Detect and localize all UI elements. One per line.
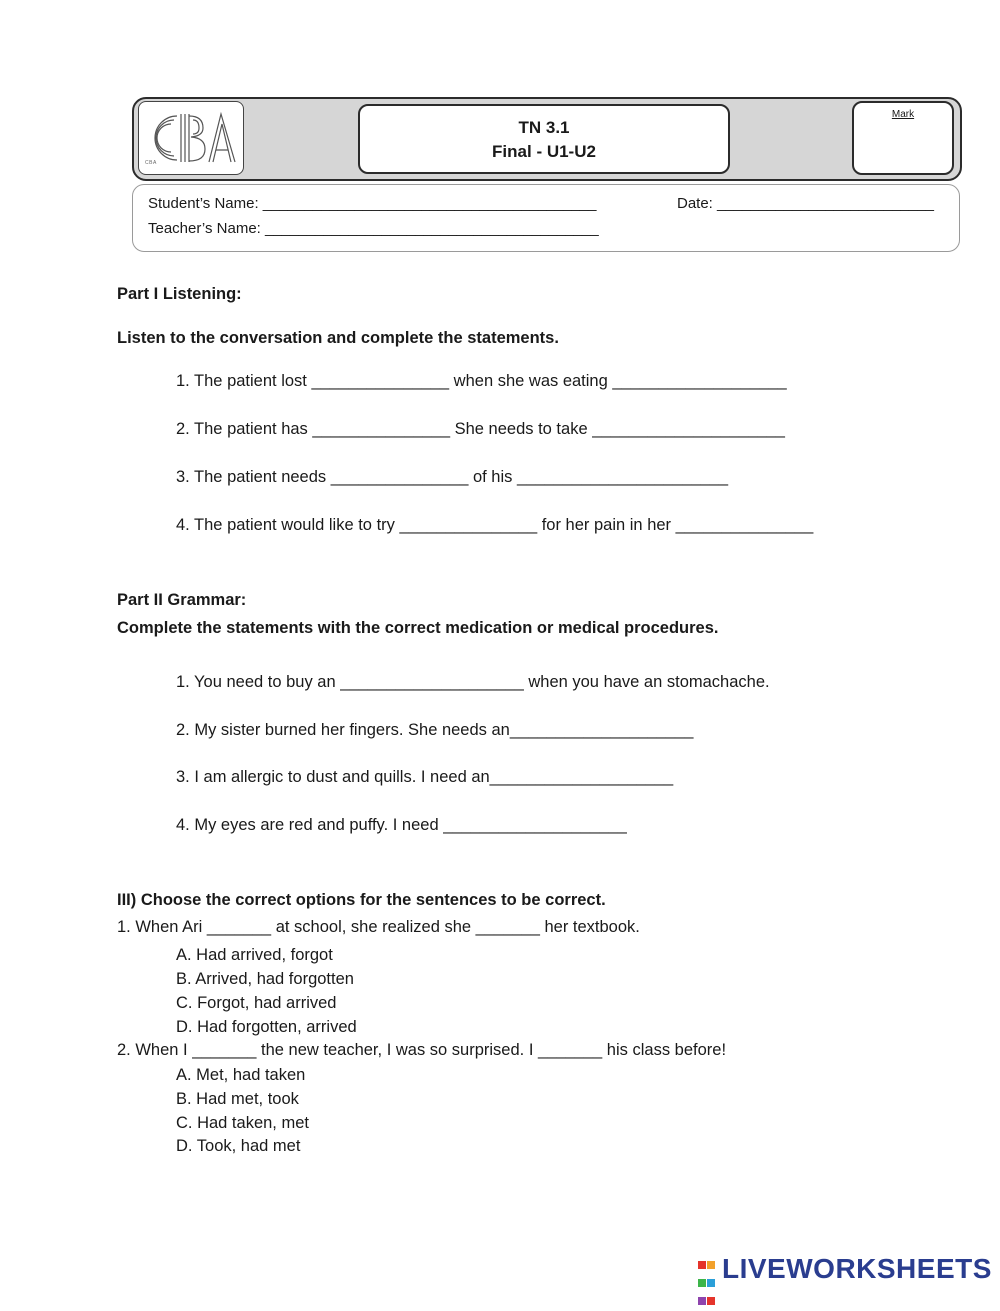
mark-label: Mark: [891, 109, 915, 120]
title-box: [358, 104, 730, 174]
option-b[interactable]: B. Arrived, had forgotten: [176, 970, 354, 988]
school-logo: [138, 101, 244, 175]
liveworksheets-brand: LIVEWORKSHEETS: [722, 1253, 992, 1284]
part2-item[interactable]: 4. My eyes are red and puffy. I need ____________________: [176, 816, 627, 834]
mark-box[interactable]: [852, 101, 954, 175]
option-d[interactable]: D. Took, had met: [176, 1137, 301, 1155]
part1-item[interactable]: 2. The patient has _______________ She needs to take _____________________: [176, 420, 785, 438]
option-a[interactable]: A. Had arrived, forgot: [176, 946, 333, 964]
part2-item[interactable]: 3. I am allergic to dust and quills. I need an____________________: [176, 768, 674, 786]
part1-heading: Part I Listening:: [117, 285, 242, 303]
option-d[interactable]: D. Had forgotten, arrived: [176, 1018, 357, 1036]
part1-item[interactable]: 3. The patient needs _______________ of his _______________________: [176, 468, 729, 486]
test-title: Final - U1-U2: [492, 142, 596, 161]
liveworksheets-logo-icon: [698, 1257, 722, 1283]
option-c[interactable]: C. Had taken, met: [176, 1114, 309, 1132]
student-name-field[interactable]: Student’s Name: ________________________________________: [148, 195, 597, 212]
part2-heading: Part II Grammar:: [117, 591, 247, 609]
question-stem: 1. When Ari _______ at school, she realized she _______ her textbook.: [117, 918, 640, 936]
option-a[interactable]: A. Met, had taken: [176, 1066, 306, 1084]
question-stem: 2. When I _______ the new teacher, I was so surprised. I _______ his class before!: [117, 1041, 727, 1059]
option-c[interactable]: C. Forgot, had arrived: [176, 994, 337, 1012]
part1-instruction: Listen to the conversation and complete the statements.: [117, 329, 559, 347]
part1-item[interactable]: 4. The patient would like to try _______________ for her pain in her _______________: [176, 516, 814, 534]
option-b[interactable]: B. Had met, took: [176, 1090, 299, 1108]
part2-instruction: Complete the statements with the correct medication or medical procedures.: [117, 619, 719, 637]
logo-text: CBA: [145, 160, 157, 166]
teacher-name-field[interactable]: Teacher’s Name: ________________________________________: [148, 220, 599, 237]
part3-heading: III) Choose the correct options for the sentences to be correct.: [117, 891, 606, 909]
part2-item[interactable]: 2. My sister burned her fingers. She needs an____________________: [176, 721, 694, 739]
test-code: TN 3.1: [518, 118, 570, 137]
part2-item[interactable]: 1. You need to buy an ____________________ when you have an stomachache.: [176, 673, 770, 691]
date-field[interactable]: Date: __________________________: [677, 195, 934, 212]
part1-item[interactable]: 1. The patient lost _______________ when she was eating ___________________: [176, 372, 787, 390]
